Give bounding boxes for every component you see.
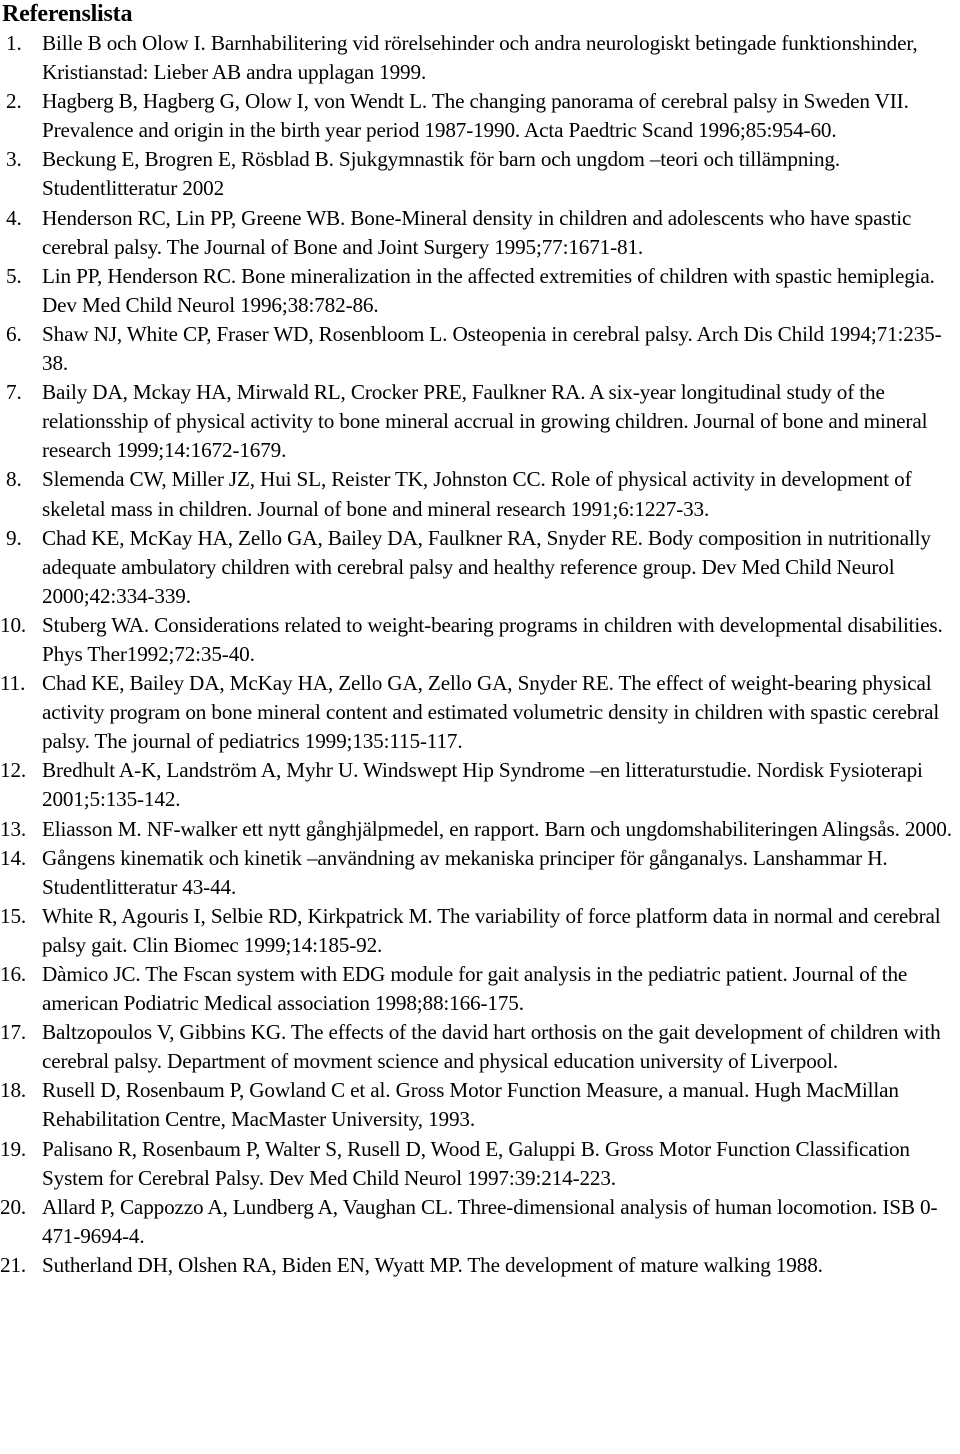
reference-text: White R, Agouris I, Selbie RD, Kirkpatrick M. The variability of force platform data in normal and cerebral palsy gait. Clin Biomec 1999;14:185-92. [42,903,941,957]
reference-item [0,145,960,203]
reference-number: 13. [0,816,27,841]
reference-item [0,960,960,1018]
reference-text: Baltzopoulos V, Gibbins KG. The effects of the david hart orthosis on the gait development of children with cerebral palsy. Department of movment science and physical education university of Liverpool. [42,1020,941,1074]
reference-item [0,87,960,145]
reference-text: Rusell D, Rosenbaum P, Gowland C et al. Gross Motor Function Measure, a manual. Hugh MacMillan Rehabilitation Centre, MacMaster University, 1993. [42,1078,899,1132]
reference-item [0,1135,960,1193]
reference-item [0,756,960,814]
reference-text: Sutherland DH, Olshen RA, Biden EN, Wyatt MP. The development of mature walking 1988. [42,1252,823,1277]
reference-number: 17. [0,1020,27,1045]
page-title: Referenslista [2,1,133,27]
reference-item [0,320,960,378]
reference-number: 4. [6,205,22,230]
reference-text: Slemenda CW, Miller JZ, Hui SL, Reister TK, Johnston CC. Role of physical activity in development of skeletal mass in children. Journal of bone and mineral research 1991;6:1227-33. [42,467,912,521]
reference-item [0,611,960,669]
reference-item [0,1251,960,1280]
reference-text: Allard P, Cappozzo A, Lundberg A, Vaughan CL. Three-dimensional analysis of human locomotion. ISB 0-471-9694-4. [42,1194,938,1248]
reference-text: Palisano R, Rosenbaum P, Walter S, Rusell D, Wood E, Galuppi B. Gross Motor Function Classification System for Cerebral Palsy. Dev Med Child Neurol 1997:39:214-223. [42,1136,910,1190]
reference-item [0,29,960,87]
reference-text: Hagberg B, Hagberg G, Olow I, von Wendt L. The changing panorama of cerebral palsy in Sweden VII. Prevalence and origin in the birth year period 1987-1990. Acta Paedtric Scand 1996;85:954-60. [42,89,909,143]
reference-list [0,29,960,1280]
reference-text: Beckung E, Brogren E, Rösblad B. Sjukgymnastik för barn och ungdom –teori och tillämpning. Studentlitteratur 2002 [42,147,840,201]
reference-text: Lin PP, Henderson RC. Bone mineralization in the affected extremities of children with spastic hemiplegia. Dev Med Child Neurol 1996;38:782-86. [42,263,935,317]
reference-text: Gångens kinematik och kinetik –användning av mekaniska principer för gånganalys. Lanshammar H. Studentlitteratur 43-44. [42,845,888,899]
reference-number: 20. [0,1194,27,1219]
reference-number: 12. [0,758,27,783]
reference-number: 16. [0,962,27,986]
reference-item [0,844,960,902]
reference-number: 14. [0,845,27,870]
reference-number: 19. [0,1136,27,1161]
reference-item [0,1193,960,1251]
reference-number: 21. [0,1252,27,1277]
reference-item [0,262,960,320]
reference-text: Shaw NJ, White CP, Fraser WD, Rosenbloom L. Osteopenia in cerebral palsy. Arch Dis Child 1994;71:235-38. [42,321,942,376]
reference-number: 3. [6,147,22,172]
reference-item [0,815,960,844]
reference-item [0,204,960,262]
reference-number: 2. [6,89,22,114]
reference-text: Dàmico JC. The Fscan system with EDG module for gait analysis in the pediatric patient. Journal of the american Podiatric Medical association 1998;88:166-175. [42,962,908,1016]
reference-number: 7. [6,380,22,405]
reference-item [0,524,960,611]
reference-item [0,669,960,756]
reference-text: Bredhult A-K, Landström A, Myhr U. Windswept Hip Syndrome –en litteraturstudie. Nordisk Fysioterapi 2001;5:135-142. [42,758,923,812]
reference-item [0,1076,960,1134]
reference-item [0,1018,960,1076]
reference-number: 6. [6,321,22,346]
reference-text: Eliasson M. NF-walker ett nytt gånghjälpmedel, en rapport. Barn och ungdomshabiliteringen Alingsås. 2000. [42,816,952,841]
reference-number: 8. [6,467,22,492]
reference-text: Chad KE, Bailey DA, McKay HA, Zello GA, Zello GA, Snyder RE. The effect of weight-bearing physical activity program on bone mineral content and estimated volumetric density in children with spastic cerebral palsy. The journal of pediatrics 1999;135:115-117. [42,671,940,754]
reference-number: 11. [0,671,26,696]
reference-text: Bille B och Olow I. Barnhabilitering vid rörelsehinder och andra neurologiskt betingade funktionshinder, Kristianstad: Lieber AB andra upplagan 1999. [42,31,918,85]
reference-number: 9. [6,525,22,550]
reference-item [0,465,960,523]
reference-number: 10. [0,612,27,637]
reference-text: Stuberg WA. Considerations related to weight-bearing programs in children with developmental disabilities. Phys Ther1992;72:35-40. [42,612,943,666]
reference-text: Henderson RC, Lin PP, Greene WB. Bone-Mineral density in children and adolescents who have spastic cerebral palsy. The Journal of Bone and Joint Surgery 1995;77:1671-81. [42,205,912,259]
reference-text: Baily DA, Mckay HA, Mirwald RL, Crocker PRE, Faulkner RA. A six-year longitudinal study of the relationsship of physical activity to bone mineral accrual in growing children. Journal of bone and mineral research 1999;14:1672-1679. [42,380,928,463]
reference-text: Chad KE, McKay HA, Zello GA, Bailey DA, Faulkner RA, Snyder RE. Body composition in nutritionally adequate ambulatory children with cerebral palsy and healthy reference group. Dev Med Child Neurol 2000;42:334-339. [42,525,931,608]
reference-number: 15. [0,903,27,928]
reference-number: 5. [6,263,22,288]
reference-item [0,378,960,465]
reference-number: 1. [6,31,22,55]
reference-item [0,902,960,960]
reference-number: 18. [0,1078,27,1103]
